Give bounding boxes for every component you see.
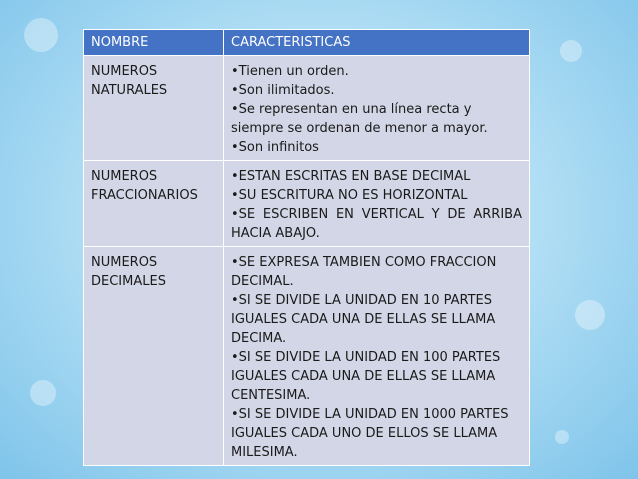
table-row	[84, 161, 530, 247]
characteristic-item: •Son infinitos	[231, 140, 319, 155]
characteristic-item: •SU ESCRITURA NO ES HORIZONTAL	[231, 188, 468, 203]
characteristic-item: •SI SE DIVIDE LA UNIDAD EN 1000 PARTES IGUALES CADA UNO DE ELLOS SE LLAMA MILESIMA.	[231, 407, 509, 460]
row-name-decimales: NUMEROS DECIMALES	[84, 247, 224, 466]
background-bokeh	[24, 18, 58, 52]
characteristic-item: •Tienen un orden.	[231, 64, 349, 79]
row-characteristics-fraccionarios	[224, 161, 530, 247]
characteristic-item: •SI SE DIVIDE LA UNIDAD EN 100 PARTES IGUALES CADA UNA DE ELLAS SE LLAMA CENTESIMA.	[231, 350, 501, 403]
row-characteristics-naturales	[224, 56, 530, 161]
header-nombre: NOMBRE	[84, 30, 224, 56]
background-bokeh	[575, 300, 605, 330]
table-header-row	[84, 30, 530, 56]
table-row	[84, 56, 530, 161]
row-characteristics-decimales	[224, 247, 530, 466]
characteristic-item: •SE ESCRIBEN EN VERTICAL Y DE ARRIBA HACIA ABAJO.	[231, 207, 522, 241]
row-name-naturales: NUMEROS NATURALES	[84, 56, 224, 161]
characteristic-item: •SI SE DIVIDE LA UNIDAD EN 10 PARTES IGUALES CADA UNA DE ELLAS SE LLAMA DECIMA.	[231, 293, 496, 346]
characteristic-item: •Se representan en una línea recta y siempre se ordenan de menor a mayor.	[231, 102, 488, 136]
background-bokeh	[560, 40, 582, 62]
characteristic-item: •SE EXPRESA TAMBIEN COMO FRACCION DECIMAL.	[231, 255, 497, 289]
background-bokeh	[30, 380, 56, 406]
table-row	[84, 247, 530, 466]
header-caracteristicas: CARACTERISTICAS	[224, 30, 530, 56]
background-bokeh	[555, 430, 569, 444]
number-types-table	[83, 29, 530, 466]
characteristic-item: •Son ilimitados.	[231, 83, 335, 98]
characteristic-item: •ESTAN ESCRITAS EN BASE DECIMAL	[231, 169, 471, 184]
row-name-fraccionarios: NUMEROS FRACCIONARIOS	[84, 161, 224, 247]
